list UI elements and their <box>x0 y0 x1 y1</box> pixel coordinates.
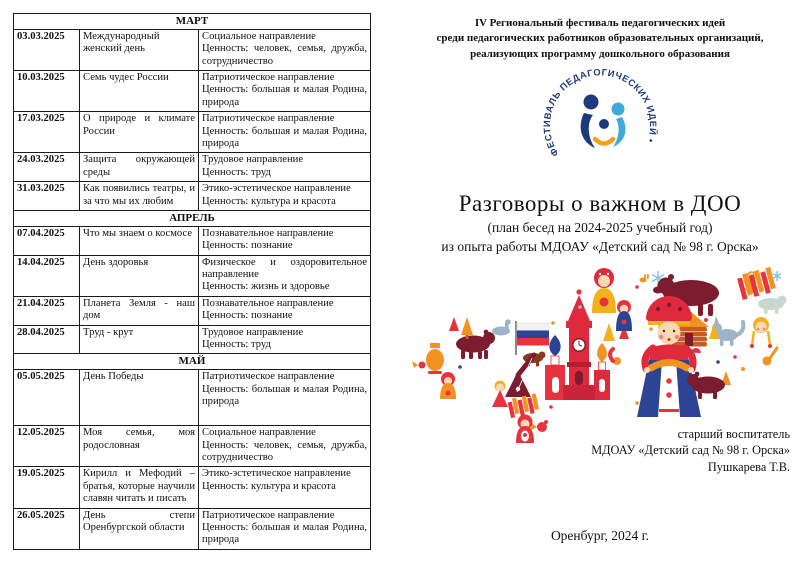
credits-block <box>591 426 790 475</box>
month-header-row <box>14 14 371 30</box>
direction-line: Патриотическое направление <box>202 72 335 84</box>
value-line: Ценность: жизнь и здоровье <box>202 281 330 293</box>
balalaika-icon <box>505 355 534 397</box>
samovar-icon <box>426 343 444 374</box>
direction-cell <box>199 467 371 508</box>
date-cell: 19.05.2025 <box>14 467 80 508</box>
woman-kokoshnik-icon <box>637 296 701 417</box>
direction-cell <box>199 296 371 325</box>
topic-cell: Моя семья, моя родословная <box>80 426 199 467</box>
month-header-row <box>14 354 371 370</box>
date-cell: 14.04.2025 <box>14 255 80 296</box>
title-page <box>400 0 800 565</box>
rabbit-icon <box>640 274 649 283</box>
logo-family-figure-icon <box>581 95 626 149</box>
matryoshka-left-icon <box>440 372 456 399</box>
table-row <box>14 112 371 153</box>
footer-city-year: Оренбург, 2024 г. <box>550 528 650 543</box>
festival-header-line2: среди педагогических работников образовательных организаций, <box>436 32 764 45</box>
direction-cell <box>199 182 371 211</box>
date-cell: 07.04.2025 <box>14 226 80 255</box>
girl-left-icon <box>492 381 508 408</box>
direction-line: Патриотическое направление <box>202 113 335 125</box>
direction-line: Познавательное направление <box>202 297 334 309</box>
festival-logo-icon <box>524 66 676 184</box>
direction-line: Этико-эстетическое направление <box>202 183 351 195</box>
date-cell: 05.05.2025 <box>14 370 80 426</box>
credit-role: старший воспитатель <box>677 427 790 441</box>
wolf-icon <box>712 316 743 346</box>
value-line: Ценность: культура и красота <box>202 480 336 492</box>
month-label: МАРТ <box>14 14 371 30</box>
direction-cell <box>199 255 371 296</box>
direction-cell <box>199 29 371 70</box>
table-row <box>14 426 371 467</box>
table-row <box>14 508 371 549</box>
topic-cell: День степи Оренбургской области <box>80 508 199 549</box>
topic-cell: Международный женский день <box>80 29 199 70</box>
direction-cell <box>199 426 371 467</box>
date-cell: 10.03.2025 <box>14 71 80 112</box>
date-cell: 21.04.2025 <box>14 296 80 325</box>
table-row <box>14 182 371 211</box>
topic-cell: Труд - крут <box>80 325 199 354</box>
subtitle-line2: из опыта работы МДОАУ «Детский сад № 98 г. Орска» <box>441 239 759 255</box>
topic-cell: Защита окружающей среды <box>80 153 199 182</box>
value-line: Ценность: познание <box>202 240 293 252</box>
horse-icon <box>492 319 511 335</box>
month-label: МАЙ <box>14 354 371 370</box>
accordion-top-icon <box>736 267 776 300</box>
value-line: Ценность: человек, семья, дружба, сотрудничество <box>202 43 367 67</box>
direction-cell <box>199 226 371 255</box>
russian-flag-icon <box>515 321 549 355</box>
page-title: Разговоры о важном в ДОО <box>458 191 742 217</box>
month-label: АПРЕЛЬ <box>14 210 371 226</box>
russia-folk-map-icon <box>405 265 795 445</box>
table-row <box>14 467 371 508</box>
topic-cell: Планета Земля - наш дом <box>80 296 199 325</box>
topic-cell: Как появились театры, и за что мы их любим <box>80 182 199 211</box>
festival-logo <box>400 66 800 189</box>
schedule-table <box>13 13 371 550</box>
accordion-bottom-icon <box>507 394 540 419</box>
table-row <box>14 255 371 296</box>
direction-line: Патриотическое направление <box>202 509 335 521</box>
month-header-row <box>14 210 371 226</box>
girl-right-icon <box>750 317 772 348</box>
direction-cell <box>199 71 371 112</box>
bird-icon <box>412 361 426 369</box>
topic-cell: Что мы знаем о космосе <box>80 226 199 255</box>
table-row <box>14 325 371 354</box>
direction-line: Социальное направление <box>202 427 316 439</box>
festival-header <box>400 16 800 62</box>
matryoshka-blue-icon <box>616 300 632 331</box>
direction-line: Трудовое направление <box>202 326 304 338</box>
direction-cell <box>199 370 371 426</box>
credit-author: Пушкарева Т.В. <box>707 459 790 474</box>
date-cell: 17.03.2025 <box>14 112 80 153</box>
table-row <box>14 29 371 70</box>
value-line: Ценность: человек, семья, дружба, сотрудничество <box>202 439 367 463</box>
topic-cell: Кирилл и Мефодий – братья, которые научили славян читать и писать <box>80 467 199 508</box>
value-line: Ценность: познание <box>202 310 293 322</box>
date-cell: 12.05.2025 <box>14 426 80 467</box>
date-cell: 24.03.2025 <box>14 153 80 182</box>
direction-line: Трудовое направление <box>202 154 304 166</box>
direction-line: Познавательное направление <box>202 227 334 239</box>
date-cell: 28.04.2025 <box>14 325 80 354</box>
direction-cell <box>199 153 371 182</box>
direction-line: Физическое и оздоровительное направление <box>202 256 367 280</box>
russia-folk-map-illustration <box>400 265 800 450</box>
table-row <box>14 153 371 182</box>
festival-header-line3: реализующих программу дошкольного образования <box>470 47 730 60</box>
direction-line: Этико-эстетическое направление <box>202 468 351 480</box>
polar-bear-icon <box>758 296 787 315</box>
value-line: Ценность: большая и малая Родина, природа <box>202 521 367 546</box>
direction-cell <box>199 508 371 549</box>
table-row <box>14 71 371 112</box>
direction-cell <box>199 325 371 354</box>
table-row <box>14 296 371 325</box>
table-row <box>14 370 371 426</box>
topic-cell: О природе и климате России <box>80 112 199 153</box>
value-line: Ценность: большая и малая Родина, природа <box>202 383 367 407</box>
value-line: Ценность: большая и малая Родина, природа <box>202 84 367 108</box>
value-line: Ценность: труд <box>202 166 271 178</box>
matryoshka-top-icon <box>592 268 616 313</box>
date-cell: 03.03.2025 <box>14 29 80 70</box>
topic-cell: День Победы <box>80 370 199 426</box>
subtitle-line1: (план бесед на 2024-2025 учебный год) <box>487 220 713 236</box>
value-line: Ценность: труд <box>202 338 271 350</box>
credit-organization: МДОАУ «Детский сад № 98 г. Орска» <box>591 443 790 458</box>
logo-circular-text: ФЕСТИВАЛЬ ПЕДАГОГИЧЕСКИХ ИДЕЙ • <box>541 67 659 159</box>
festival-header-line1: IV Региональный фестиваль педагогических идей <box>474 17 726 29</box>
date-cell: 26.05.2025 <box>14 508 80 549</box>
topic-cell: День здоровья <box>80 255 199 296</box>
value-line: Ценность: большая и малая Родина, природа <box>202 125 367 149</box>
squirrel-icon <box>610 349 621 365</box>
table-row <box>14 226 371 255</box>
direction-line: Патриотическое направление <box>202 371 335 383</box>
topic-cell: Семь чудес России <box>80 71 199 112</box>
value-line: Ценность: культура и красота <box>202 195 336 207</box>
direction-line: Социальное направление <box>202 30 316 42</box>
date-cell: 31.03.2025 <box>14 182 80 211</box>
ladle-icon <box>763 348 778 366</box>
direction-cell <box>199 112 371 153</box>
